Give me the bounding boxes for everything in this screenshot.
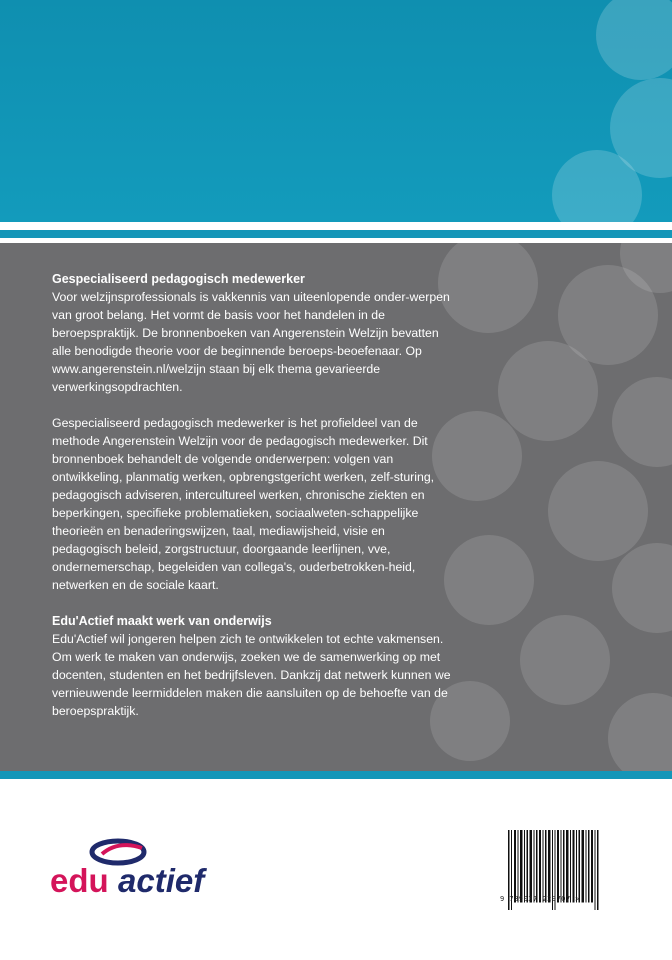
top-color-band <box>0 0 672 222</box>
decorative-circle <box>520 615 610 705</box>
eduactief-logo <box>50 838 220 900</box>
decorative-circle <box>548 461 648 561</box>
decorative-circle <box>608 693 672 771</box>
divider-stripe <box>0 771 672 779</box>
logo-edu: edu <box>50 862 109 899</box>
back-cover-text <box>52 270 452 720</box>
decorative-circle <box>612 543 672 633</box>
divider-stripe <box>0 230 672 238</box>
decorative-circle <box>438 243 538 333</box>
intro-paragraph: Voor welzijnsprofessionals is vakkennis van uiteenlopende onder-werpen van groot belang. Het vormt de basis voor het handelen in de beroepspraktijk. De bronnenboeken van Angerenstein Welzijn bevatten alle benodigde theorie voor de beginnende beroeps-beoefenaar. Op www.angerenstein.nl/welzijn staan bij elk thema gevarieerde verwerkingsopdrachten. <box>52 290 450 394</box>
publisher-heading: Edu'Actief maakt werk van onderwijs <box>52 614 272 628</box>
section-heading: Gespecialiseerd pedagogisch medewerker <box>52 272 305 286</box>
decorative-circle <box>596 0 672 80</box>
topics-paragraph: Gespecialiseerd pedagogisch medewerker is het profieldeel van de methode Angerenstein Welzijn voor de pedagogisch medewerker. Dit bronnenboek behandelt de volgende onderwerpen: volgen van ontwikkeling, planmatig werken, opbrengstgericht werken, zelf-sturing, pedagogisch adviseren, intercultureel werken, chronische ziekten en beperkingen, specifieke problematieken, sociaalweten-schappelijke theorieën en benaderingswijzen, taal, mediawijsheid, visie en pedagogisch beleid, zorgstructuur, doorgaande leerlijnen, vve, ondernemerschap, begeleiden van collega's, ouderbetrokken-heid, netwerken en de sociale kaart. <box>52 416 435 592</box>
decorative-circle <box>444 535 534 625</box>
logo-actief: actief <box>118 862 205 899</box>
publisher-paragraph: Edu'Actief wil jongeren helpen zich te ontwikkelen tot echte vakmensen. Om werk te maken van onderwijs, zoeken we de samenwerking op met docenten, studenten en het bedrijfsleven. Dankzij dat netwerk kunnen we vernieuwende leermiddelen maken die aansluiten op de behoefte van de beroepspraktijk. <box>52 632 451 718</box>
decorative-circle <box>498 341 598 441</box>
decorative-circle <box>612 377 672 467</box>
isbn-digits: 9 789037 229707 > <box>500 895 581 903</box>
